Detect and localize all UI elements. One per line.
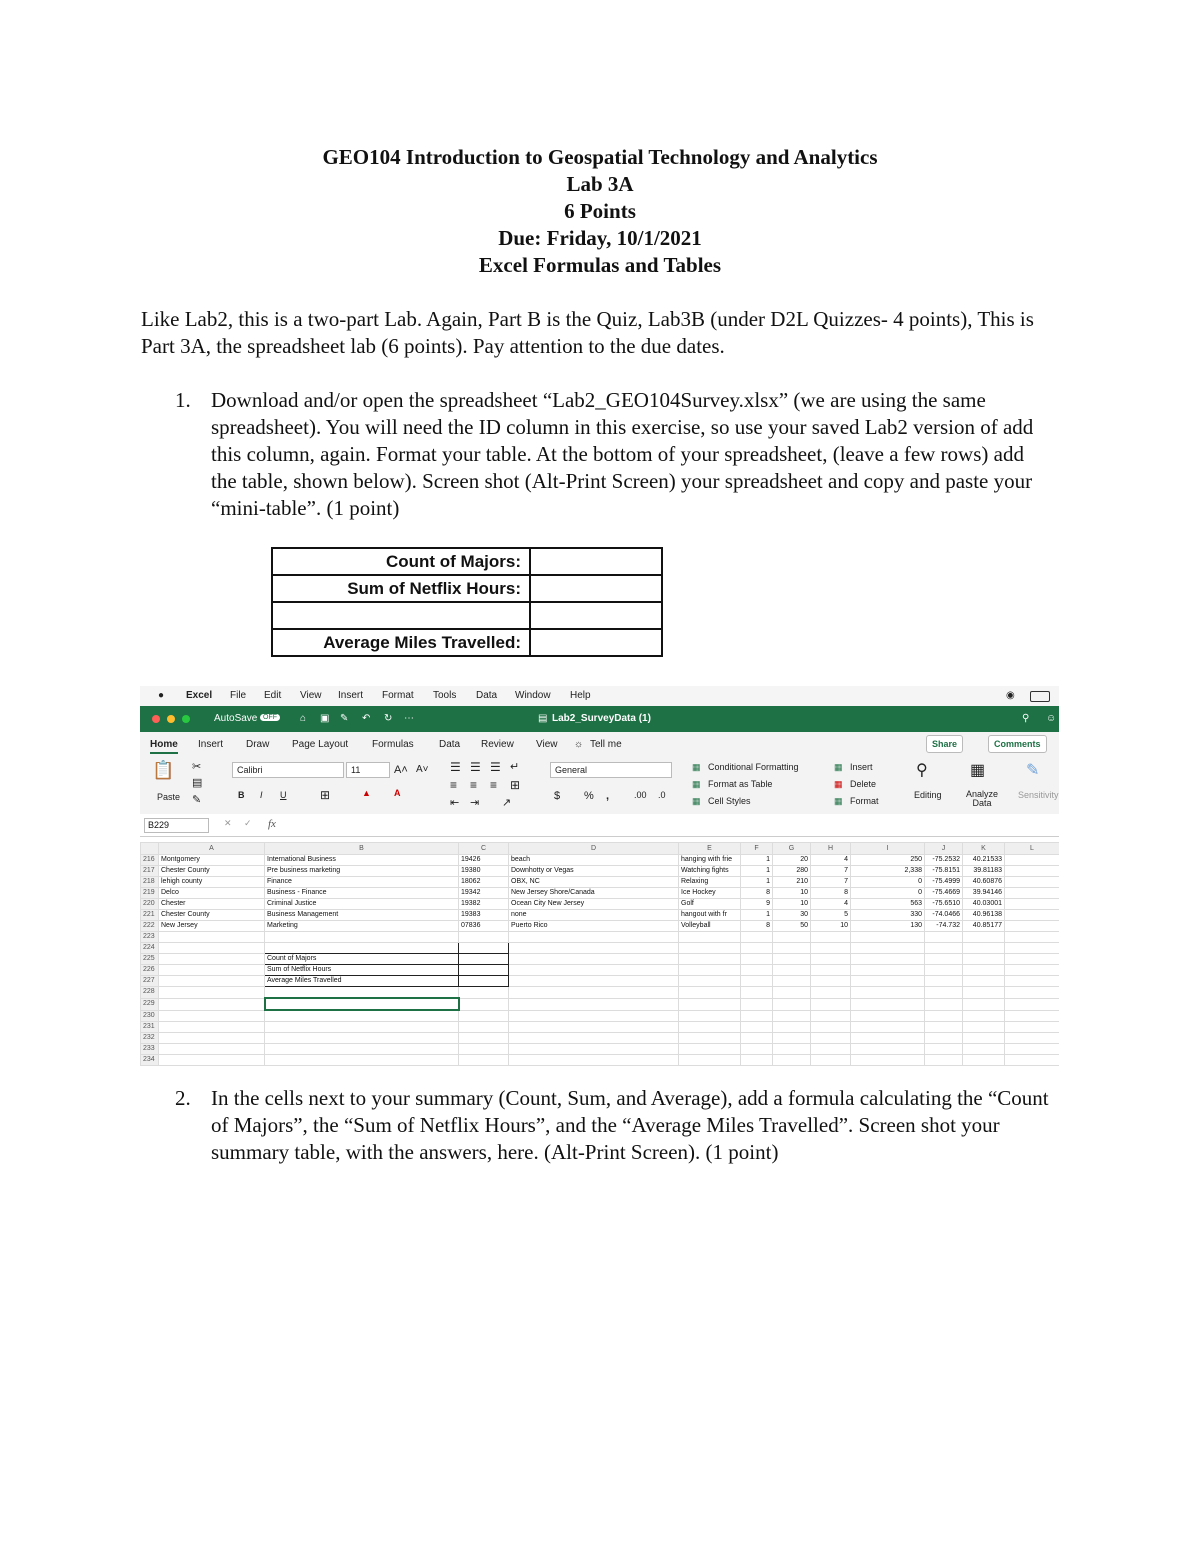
function-icon[interactable]: fx [268,818,276,830]
bold-icon[interactable]: B [238,790,245,800]
mac-menubar [140,686,1059,706]
cell[interactable]: -75.4999 [925,877,963,888]
cell[interactable]: 8 [741,921,773,932]
align-left-icon[interactable]: ≡ [450,778,458,792]
cell[interactable]: 10 [773,888,811,899]
table-row [141,866,1060,877]
merge-icon[interactable]: ⊞ [510,778,521,792]
summary-label-cell[interactable]: Count of Majors [265,954,459,965]
cell[interactable]: 40.85177 [963,921,1005,932]
cell[interactable]: -75.4669 [925,888,963,899]
mini-label [272,602,530,629]
document-title: Lab2_SurveyData (1) [552,713,651,724]
autosave-label: AutoSave [214,713,258,724]
decrease-font-icon[interactable]: A˅ [416,764,429,775]
format-painter-icon[interactable]: ✎ [192,794,202,806]
row-header[interactable]: 221 [141,910,159,921]
tab-insert[interactable]: Insert [198,739,224,750]
ribbon-tabs [140,732,1059,756]
row-header[interactable]: 225 [141,954,159,965]
table-row [141,855,1060,866]
title-block [0,144,1200,279]
tab-formulas[interactable]: Formulas [372,739,414,750]
summary-value-cell[interactable] [459,954,509,965]
search-icon[interactable]: ⚲ [1022,713,1030,724]
comma-icon[interactable]: , [606,790,610,802]
row-header[interactable]: 220 [141,899,159,910]
summary-label-cell[interactable]: Sum of Netflix Hours [265,965,459,976]
cell[interactable]: hanging with frie [679,855,741,866]
row-header[interactable]: 224 [141,943,159,954]
cell[interactable] [1005,855,1060,866]
cell[interactable]: 10 [773,899,811,910]
row-header[interactable]: 222 [141,921,159,932]
decrease-decimal-icon[interactable]: .0 [658,790,666,800]
cell[interactable]: 5 [811,910,851,921]
row-header[interactable]: 227 [141,976,159,987]
number-format-select[interactable]: General [550,762,672,778]
lightbulb-icon: ☼ [574,739,584,750]
tab-draw[interactable]: Draw [246,739,270,750]
row-header[interactable]: 232 [141,1033,159,1044]
comments-button[interactable]: Comments [988,735,1047,753]
tab-home[interactable]: Home [150,739,178,754]
column-header[interactable]: I [851,843,925,855]
cell[interactable]: Chester [159,899,265,910]
row-header[interactable]: 218 [141,877,159,888]
cell[interactable]: OBX, NC [509,877,679,888]
document-icon: ▤ [538,713,548,724]
table-row [141,1033,1060,1044]
mini-value [530,602,662,629]
cell[interactable]: Delco [159,888,265,899]
align-bottom-icon[interactable]: ☰ [490,760,501,774]
table-row [141,1010,1060,1022]
undo-icon[interactable]: ↶ [362,713,371,724]
cell[interactable]: 4 [811,899,851,910]
table-row [141,888,1060,899]
tab-view[interactable]: View [536,739,558,750]
cell[interactable] [1005,899,1060,910]
cell[interactable]: Chester County [159,866,265,877]
cell[interactable]: 39.81183 [963,866,1005,877]
cell[interactable] [1005,910,1060,921]
cell[interactable]: Finance [265,877,459,888]
cell[interactable]: 1 [741,877,773,888]
cell[interactable]: 4 [811,855,851,866]
menu-view[interactable]: View [300,690,322,701]
currency-icon[interactable]: $ [554,790,561,802]
borders-icon[interactable]: ⊞ [320,788,331,802]
cell[interactable]: 1 [741,855,773,866]
name-box[interactable]: B229 [144,818,209,833]
table-row [141,976,1060,987]
cell[interactable]: 8 [811,888,851,899]
edit-icon[interactable]: ✎ [340,713,349,724]
font-size-select[interactable]: 11 [346,762,390,778]
table-row [141,998,1060,1010]
column-header[interactable]: D [509,843,679,855]
cell[interactable]: Golf [679,899,741,910]
underline-icon[interactable]: U [280,790,287,800]
cell[interactable]: 19383 [459,910,509,921]
table-row [141,899,1060,910]
cell[interactable]: Downhotty or Vegas [509,866,679,877]
editing-search-icon[interactable]: ⚲ [916,762,928,779]
column-header[interactable]: H [811,843,851,855]
cell[interactable]: Business Management [265,910,459,921]
conditional-formatting-button[interactable]: Conditional Formatting [708,762,799,772]
tell-me[interactable]: Tell me [590,739,622,750]
cell[interactable]: 7 [811,877,851,888]
minimize-window-icon[interactable] [167,715,175,723]
home-icon[interactable]: ⌂ [300,713,307,724]
more-icon[interactable]: ⋯ [404,713,414,724]
mini-value [530,629,662,656]
cell[interactable]: hangout with fr [679,910,741,921]
cell[interactable] [1005,866,1060,877]
cell[interactable]: -75.6510 [925,899,963,910]
insert-cells-icon: ▦ [834,762,843,772]
cell[interactable]: 7 [811,866,851,877]
format-as-table-icon: ▦ [692,779,701,789]
confirm-icon[interactable]: ✓ [244,818,252,828]
sensitivity-button[interactable]: Sensitivity [1018,790,1059,800]
step-number: 1. [175,388,191,412]
cell[interactable]: Relaxing [679,877,741,888]
column-header[interactable]: C [459,843,509,855]
cancel-icon[interactable]: ✕ [224,818,232,828]
column-header[interactable]: J [925,843,963,855]
table-row [141,877,1060,888]
row-header[interactable]: 226 [141,965,159,976]
italic-icon[interactable]: I [260,790,263,800]
row-header[interactable]: 233 [141,1044,159,1055]
cell[interactable]: Pre business marketing [265,866,459,877]
cell[interactable]: Chester County [159,910,265,921]
cell[interactable]: 0 [851,877,925,888]
spreadsheet-grid [140,842,1059,1066]
column-header[interactable]: A [159,843,265,855]
cell[interactable]: 10 [811,921,851,932]
orientation-icon[interactable]: ↗ [502,797,512,809]
cell[interactable]: -75.8151 [925,866,963,877]
selected-cell[interactable] [265,998,459,1010]
table-row [141,921,1060,932]
cell[interactable]: 40.21533 [963,855,1005,866]
cell[interactable]: 250 [851,855,925,866]
row-header[interactable]: 234 [141,1055,159,1066]
column-header[interactable]: K [963,843,1005,855]
course-title: GEO104 Introduction to Geospatial Technology and Analytics [322,145,878,169]
cell[interactable]: Watching fights [679,866,741,877]
cell[interactable]: 50 [773,921,811,932]
step-text: In the cells next to your summary (Count, Sum, and Average), add a formula calculating the “Count of Majors”, the “Sum of Netflix Hours”, and the “Average Miles Travelled”. Screen shot your summary table, with the answers, here. (Alt-Print Screen). (1 point) [211,1086,1049,1164]
table-row [141,965,1060,976]
menu-format[interactable]: Format [382,690,414,701]
cell[interactable]: 18062 [459,877,509,888]
cell[interactable]: 19382 [459,899,509,910]
topic-line: Excel Formulas and Tables [478,253,722,277]
cell[interactable]: 8 [741,888,773,899]
menu-data[interactable]: Data [476,690,498,701]
editing-button[interactable]: Editing [914,790,942,800]
redo-icon[interactable]: ↻ [384,713,393,724]
cell[interactable]: 2,338 [851,866,925,877]
align-top-icon[interactable]: ☰ [450,760,461,774]
cell[interactable]: 07836 [459,921,509,932]
format-as-table-button[interactable]: Format as Table [708,779,773,789]
analyze-data-button[interactable]: Analyze Data [965,789,999,808]
cell[interactable]: Business - Finance [265,888,459,899]
font-name-select[interactable]: Calibri [232,762,344,778]
cell[interactable]: Ice Hockey [679,888,741,899]
points-line: 6 Points [564,199,636,223]
cell[interactable]: 280 [773,866,811,877]
cell[interactable]: -74.732 [925,921,963,932]
align-center-icon[interactable]: ≡ [470,778,478,792]
percent-icon[interactable]: % [584,790,594,802]
table-row [141,954,1060,965]
cell[interactable]: 330 [851,910,925,921]
cell[interactable]: 9 [741,899,773,910]
close-window-icon[interactable] [152,715,160,723]
row-header[interactable]: 219 [141,888,159,899]
table-row [141,1022,1060,1033]
cell[interactable] [1005,888,1060,899]
intro-paragraph: Like Lab2, this is a two-part Lab. Again, Part B is the Quiz, Lab3B (under D2L Quizzes- 4 points), This is Part 3A, the spreadsheet lab (6 points). Pay attention to the due dates. [141,307,1034,358]
cell[interactable]: Volleyball [679,921,741,932]
row-header[interactable]: 223 [141,932,159,943]
row-header[interactable]: 216 [141,855,159,866]
row-header[interactable]: 228 [141,987,159,999]
row-header[interactable]: 217 [141,866,159,877]
mini-value [530,575,662,602]
cell[interactable]: Ocean City New Jersey [509,899,679,910]
format-cells-button[interactable]: Format [850,796,879,806]
menu-file[interactable]: File [230,690,247,701]
cell[interactable] [1005,877,1060,888]
row-header[interactable]: 231 [141,1022,159,1033]
table-row [141,987,1060,999]
increase-font-icon[interactable]: A˄ [394,764,408,776]
insert-cells-button[interactable]: Insert [850,762,873,772]
cell[interactable] [1005,921,1060,932]
apple-icon[interactable]: ● [158,690,165,701]
cell[interactable]: 130 [851,921,925,932]
column-header[interactable]: B [265,843,459,855]
column-header[interactable]: G [773,843,811,855]
ribbon-home [140,756,1059,815]
align-middle-icon[interactable]: ☰ [470,760,481,774]
mini-label: Average Miles Travelled: [272,629,530,656]
cell[interactable]: 19426 [459,855,509,866]
cell[interactable]: lehigh county [159,877,265,888]
cell[interactable]: -75.2532 [925,855,963,866]
lab-title: Lab 3A [566,172,634,196]
step-text: Download and/or open the spreadsheet “Lab2_GEO104Survey.xlsx” (we are using the same spreadsheet). You will need the ID column in this exercise, so use your saved Lab2 version of add this column, again. Format your table. At the bottom of your spreadsheet, (leave a few rows) add the table, shown below). Screen shot (Alt-Print Screen) your spreadsheet and copy and paste your “mini-table”. (1 point) [211,388,1034,520]
row-header[interactable]: 229 [141,998,159,1010]
table-row [141,932,1060,943]
due-line: Due: Friday, 10/1/2021 [498,226,702,250]
cell[interactable]: 40.03001 [963,899,1005,910]
cell[interactable]: 30 [773,910,811,921]
cell-styles-button[interactable]: Cell Styles [708,796,751,806]
tab-review[interactable]: Review [481,739,514,750]
excel-titlebar [140,706,1059,732]
column-header-row [141,843,1060,855]
cell[interactable]: none [509,910,679,921]
cell[interactable]: 210 [773,877,811,888]
cell[interactable]: 40.96138 [963,910,1005,921]
tab-page-layout[interactable]: Page Layout [292,739,349,750]
formula-bar [140,814,1059,837]
table-row [141,910,1060,921]
cell[interactable]: 20 [773,855,811,866]
delete-cells-button[interactable]: Delete [850,779,877,789]
cell[interactable]: 1 [741,910,773,921]
menu-edit[interactable]: Edit [264,690,282,701]
cell[interactable]: 1 [741,866,773,877]
table-row [141,1055,1060,1066]
conditional-formatting-icon: ▦ [692,762,701,772]
cell[interactable]: New Jersey [159,921,265,932]
increase-decimal-icon[interactable]: .00 [634,790,647,800]
mini-table [271,547,663,657]
cell[interactable]: Montgomery [159,855,265,866]
menu-tools[interactable]: Tools [433,690,457,701]
menu-excel[interactable]: Excel [186,690,213,701]
step-number: 2. [175,1086,191,1110]
cell-styles-icon: ▦ [692,796,701,806]
column-header[interactable]: F [741,843,773,855]
cell[interactable]: 0 [851,888,925,899]
cell[interactable]: beach [509,855,679,866]
siri-icon[interactable]: ◉ [1006,690,1015,701]
cell[interactable]: 40.60876 [963,877,1005,888]
mini-label: Sum of Netflix Hours: [272,575,530,602]
font-color-icon[interactable]: A [394,788,401,798]
menu-help[interactable]: Help [570,690,591,701]
table-row [141,943,1060,954]
sensitivity-icon[interactable]: ✎ [1026,762,1040,779]
copy-icon[interactable]: ▤ [192,777,203,789]
cell[interactable]: International Business [265,855,459,866]
analyze-data-icon[interactable]: ▦ [970,762,986,779]
cell[interactable]: 19342 [459,888,509,899]
cell[interactable]: 563 [851,899,925,910]
menu-window[interactable]: Window [515,690,551,701]
corner-cell[interactable] [141,843,159,855]
cell[interactable]: New Jersey Shore/Canada [509,888,679,899]
menu-insert[interactable]: Insert [338,690,364,701]
excel-screenshot [140,686,1059,1083]
column-header[interactable]: L [1005,843,1060,855]
cell[interactable]: Marketing [265,921,459,932]
autosave-toggle[interactable]: OFF [260,714,280,721]
save-icon[interactable]: ▣ [320,713,330,724]
cell[interactable]: 19380 [459,866,509,877]
delete-cells-icon: ▦ [834,779,843,789]
mini-value [530,548,662,575]
zoom-window-icon[interactable] [182,715,190,723]
paste-label[interactable]: Paste [157,792,181,802]
summary-label-cell[interactable]: Average Miles Travelled [265,976,459,987]
paste-icon[interactable]: 📋 [152,760,175,780]
share-button[interactable]: Share [926,735,963,753]
fill-color-icon[interactable]: ▲ [362,788,371,798]
cell[interactable]: -74.0466 [925,910,963,921]
share-people-icon[interactable]: ☺ [1046,713,1057,724]
cell[interactable]: Criminal Justice [265,899,459,910]
format-cells-icon: ▦ [834,796,843,806]
increase-indent-icon[interactable]: ⇥ [470,797,480,809]
cut-icon[interactable]: ✂ [192,761,202,773]
summary-value-cell[interactable] [459,976,509,987]
row-header[interactable]: 230 [141,1010,159,1022]
table-row [141,1044,1060,1055]
battery-icon [1030,691,1050,702]
cell[interactable]: Puerto Rico [509,921,679,932]
mini-label: Count of Majors: [272,548,530,575]
summary-value-cell[interactable] [459,965,509,976]
tab-data[interactable]: Data [439,739,461,750]
column-header[interactable]: E [679,843,741,855]
decrease-indent-icon[interactable]: ⇤ [450,797,460,809]
align-right-icon[interactable]: ≡ [490,778,498,792]
cell[interactable]: 39.94146 [963,888,1005,899]
wrap-text-icon[interactable]: ↵ [510,761,520,773]
